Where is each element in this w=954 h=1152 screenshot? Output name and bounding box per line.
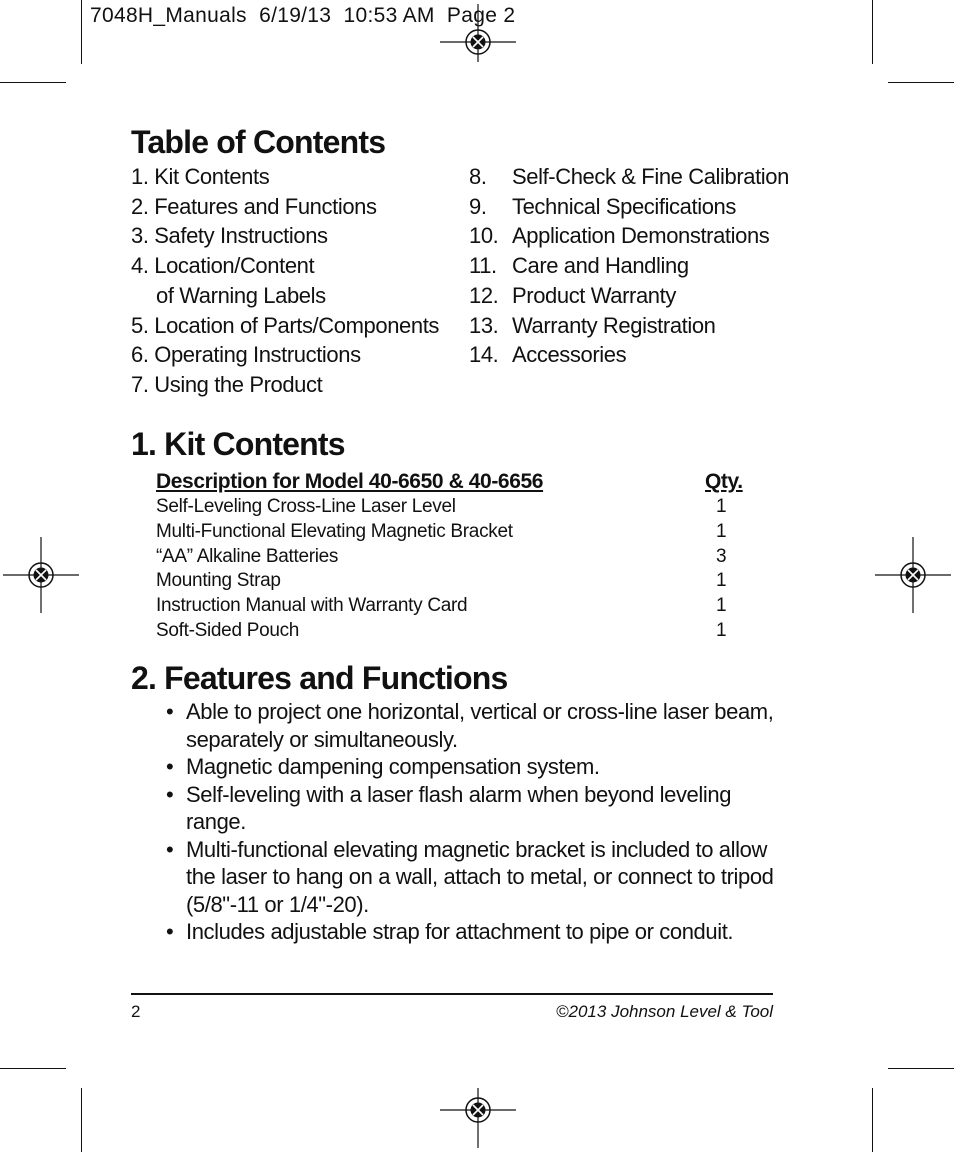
kit-item-qty: 1 (716, 595, 727, 617)
toc-item (469, 221, 789, 251)
registration-mark-left-icon (1, 535, 81, 615)
toc-item (469, 340, 789, 370)
bullet-icon: • (166, 781, 174, 807)
registration-mark-top-icon (438, 2, 518, 82)
features-heading: 2. Features and Functions (131, 660, 508, 696)
toc-item-number: 9. (469, 193, 487, 219)
toc-item-number: 10. (469, 223, 499, 249)
list-item (166, 753, 786, 781)
toc-item (469, 162, 789, 192)
kit-item-description: “AA” Alkaline Batteries (156, 545, 339, 567)
feature-text: Self-leveling with a laser flash alarm when beyond leveling range. (186, 781, 732, 834)
toc-item: 7. Using the Product (131, 371, 323, 397)
toc-item: 4. Location/Content (131, 253, 315, 279)
kit-contents-heading: 1. Kit Contents (131, 426, 345, 462)
kit-item-qty: 3 (716, 545, 727, 567)
table-row (156, 570, 746, 595)
list-item (166, 698, 786, 753)
print-slug: 7048H_Manuals 6/19/13 10:53 AM Page 2 (90, 4, 516, 27)
kit-table (156, 496, 746, 645)
bullet-icon: • (166, 919, 174, 944)
toc-item-number: 14. (469, 342, 499, 368)
registration-mark-bottom-icon (438, 1070, 518, 1150)
toc-item: 2. Features and Functions (131, 193, 377, 219)
list-item (166, 918, 786, 946)
feature-text: Magnetic dampening compensation system. (186, 754, 600, 779)
bullet-icon: • (166, 836, 174, 862)
toc-item-label: Self-Check & Fine Calibration (512, 164, 789, 189)
table-row (156, 595, 746, 620)
crop-mark-bottom-right-horizontal (888, 1068, 954, 1069)
toc-item (469, 281, 789, 311)
kit-item-qty: 1 (716, 520, 727, 542)
toc-item-label: Care and Handling (512, 253, 689, 279)
footer-divider (131, 993, 773, 995)
kit-item-description: Soft-Sided Pouch (156, 619, 300, 641)
toc-item: 3. Safety Instructions (131, 223, 328, 249)
kit-item-description: Instruction Manual with Warranty Card (156, 595, 468, 617)
kit-item-description: Multi-Functional Elevating Magnetic Bracket (156, 520, 513, 542)
toc-item-label: Warranty Registration (512, 312, 716, 338)
kit-description-header: Description for Model 40-6650 & 40-6656 (156, 470, 544, 493)
toc-item-number: 12. (469, 282, 499, 308)
crop-mark-bottom-left-vertical (81, 1088, 82, 1152)
table-row (156, 521, 746, 546)
list-item (166, 781, 786, 836)
kit-item-qty: 1 (716, 496, 727, 517)
toc-item-number: 13. (469, 312, 499, 338)
toc-item: 6. Operating Instructions (131, 342, 361, 368)
toc-item-label: Technical Specifications (512, 193, 736, 219)
kit-item-description: Mounting Strap (156, 570, 281, 592)
toc-item (469, 192, 789, 222)
toc-item-label: Application Demonstrations (512, 223, 770, 249)
bullet-icon: • (166, 754, 174, 779)
crop-mark-top-right-vertical (872, 0, 873, 64)
kit-item-qty: 1 (716, 570, 727, 592)
toc-item-label: Product Warranty (512, 282, 676, 308)
crop-mark-top-left-horizontal (0, 82, 66, 83)
toc-item (469, 311, 789, 341)
crop-mark-top-left-vertical (81, 0, 82, 64)
toc-left-column (131, 162, 439, 400)
toc-item: 5. Location of Parts/Components (131, 312, 440, 338)
kit-item-description: Self-Leveling Cross-Line Laser Level (156, 496, 456, 517)
table-row (156, 496, 746, 521)
features-list (166, 698, 786, 946)
toc-right-column (469, 162, 789, 370)
list-item (166, 836, 786, 919)
copyright-notice: ©2013 Johnson Level & Tool (556, 1002, 773, 1021)
registration-mark-right-icon (873, 535, 953, 615)
crop-mark-bottom-left-horizontal (0, 1068, 66, 1069)
toc-item-label: Accessories (512, 342, 627, 368)
crop-mark-bottom-right-vertical (872, 1088, 873, 1152)
table-row (156, 546, 746, 571)
toc-title: Table of Contents (131, 124, 386, 160)
kit-item-qty: 1 (716, 619, 727, 641)
kit-qty-header: Qty. (705, 470, 743, 493)
toc-item (469, 251, 789, 281)
page-number: 2 (131, 1002, 141, 1021)
toc-item-continuation: of Warning Labels (156, 282, 326, 308)
bullet-icon: • (166, 699, 174, 724)
toc-item-number: 8. (469, 164, 487, 189)
crop-mark-top-right-horizontal (888, 82, 954, 83)
feature-text: Able to project one horizontal, vertical or cross-line laser beam, separately or simultaneously. (186, 699, 774, 752)
toc-item: 1. Kit Contents (131, 164, 270, 189)
table-row (156, 620, 746, 645)
feature-text: Includes adjustable strap for attachment to pipe or conduit. (186, 919, 734, 944)
toc-item-number: 11. (469, 253, 497, 279)
feature-text: Multi-functional elevating magnetic bracket is included to allow the laser to hang on a wall, attach to metal, or connect to tripod (5/8"-11 or 1/4"-20). (186, 836, 774, 917)
